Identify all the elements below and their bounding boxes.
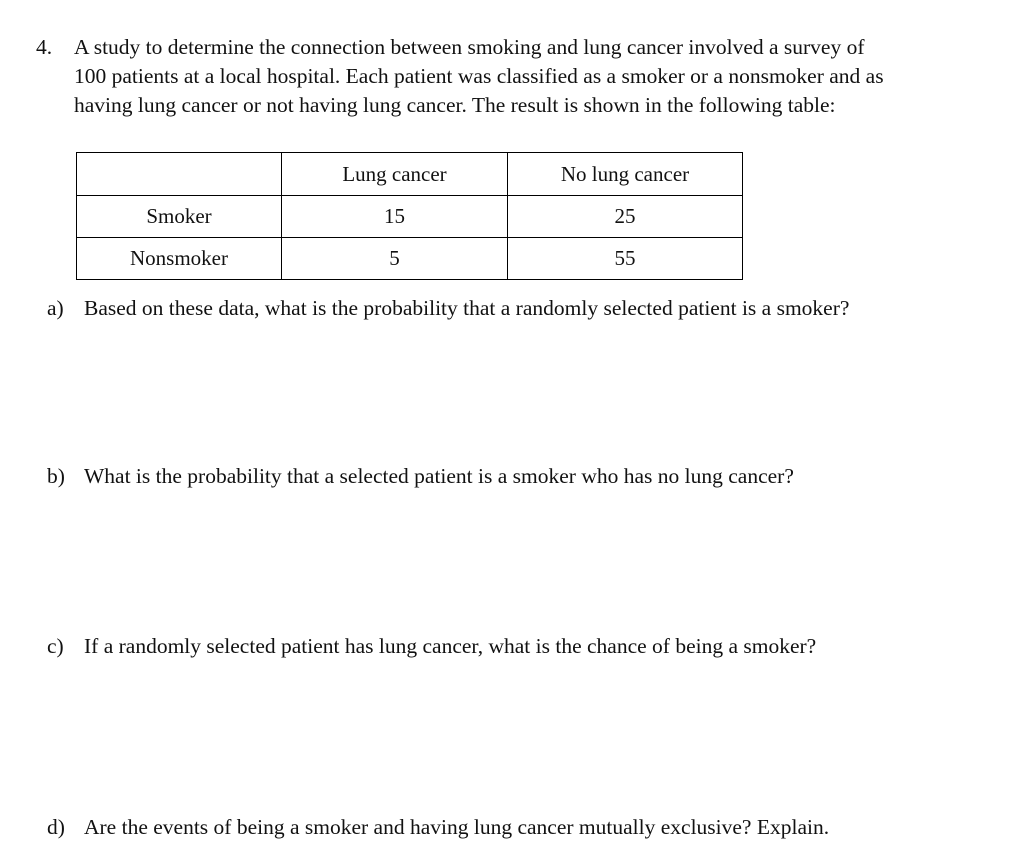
table-cell: 5 bbox=[282, 238, 508, 280]
column-header-lung-cancer: Lung cancer bbox=[282, 153, 508, 196]
column-header-no-lung-cancer: No lung cancer bbox=[508, 153, 743, 196]
question-text: Based on these data, what is the probability that a randomly selected patient is a smoker? bbox=[84, 296, 850, 320]
row-header-nonsmoker: Nonsmoker bbox=[77, 238, 282, 280]
question-text: If a randomly selected patient has lung cancer, what is the chance of being a smoker? bbox=[84, 634, 817, 658]
table-row bbox=[77, 238, 743, 280]
row-header-smoker: Smoker bbox=[77, 196, 282, 238]
table-row bbox=[77, 196, 743, 238]
question-c bbox=[47, 632, 816, 661]
question-letter: c) bbox=[47, 634, 64, 658]
problem-text-line: 100 patients at a local hospital. Each patient was classified as a smoker or a nonsmoker and as bbox=[74, 64, 884, 88]
table-header-row bbox=[77, 153, 743, 196]
problem-number: 4. bbox=[36, 35, 53, 59]
table-cell: 25 bbox=[508, 196, 743, 238]
contingency-table bbox=[76, 152, 743, 280]
question-a bbox=[47, 294, 849, 323]
problem-text-line: A study to determine the connection between smoking and lung cancer involved a survey of bbox=[74, 35, 865, 59]
question-text: Are the events of being a smoker and having lung cancer mutually exclusive? Explain. bbox=[84, 815, 830, 839]
question-letter: b) bbox=[47, 464, 65, 488]
question-text: What is the probability that a selected patient is a smoker who has no lung cancer? bbox=[84, 464, 794, 488]
question-letter: d) bbox=[47, 815, 65, 839]
table-cell: 55 bbox=[508, 238, 743, 280]
question-letter: a) bbox=[47, 296, 64, 320]
question-d bbox=[47, 813, 829, 842]
problem-text-line: having lung cancer or not having lung cancer. The result is shown in the following table: bbox=[74, 93, 836, 117]
table-cell: 15 bbox=[282, 196, 508, 238]
table-corner-cell bbox=[77, 153, 282, 196]
question-b bbox=[47, 462, 794, 491]
problem-text bbox=[74, 33, 994, 120]
